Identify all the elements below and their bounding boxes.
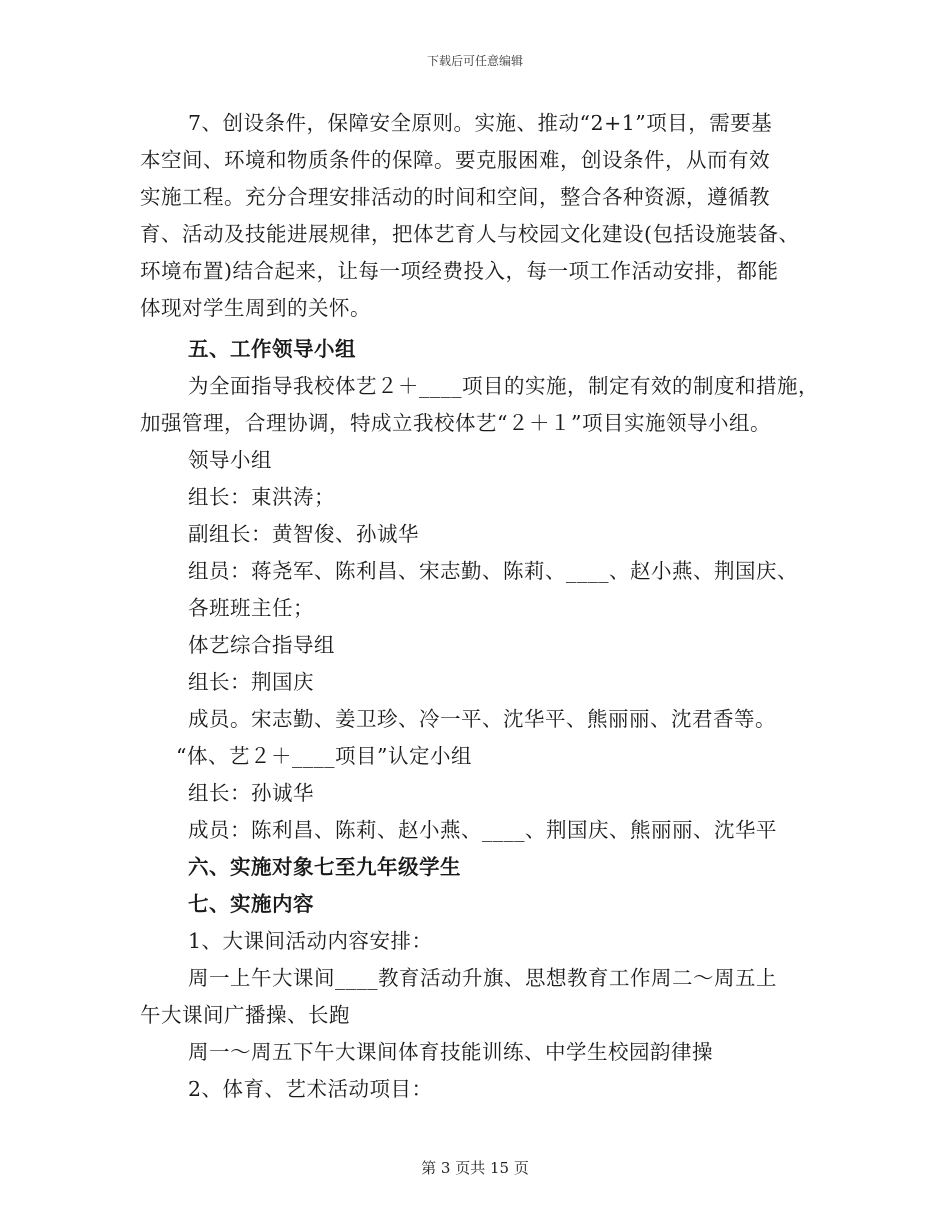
content-item-2: 2、体育、艺术活动项目： — [188, 1077, 433, 1101]
paragraph-line: 本空间、环境和物质条件的保障。要克服困难，创设条件，从而有效 — [140, 148, 770, 172]
guidance-leader: 组长：荆国庆 — [188, 670, 314, 694]
certification-leader: 组长：孙诚华 — [188, 781, 314, 805]
paragraph-line: 周一～周五下午大课间体育技能训练、中学生校园韵律操 — [188, 1040, 713, 1064]
paragraph-line: 育、活动及技能进展规律，把体艺育人与校园文化建设(包括设施装备、 — [140, 222, 800, 246]
certification-members: 成员：陈利昌、陈莉、赵小燕、____、荆国庆、熊丽丽、沈华平 — [188, 818, 777, 842]
page-header-note: 下载后可任意编辑 — [426, 54, 523, 68]
section-heading-5: 五、工作领导小组 — [188, 337, 356, 361]
leadership-members: 组员：蒋尧军、陈利昌、宋志勤、陈莉、____、赵小燕、荆国庆、 — [188, 559, 798, 583]
paragraph-line: 为全面指导我校体艺２＋____项目的实施，制定有效的制度和措施， — [188, 374, 819, 398]
paragraph-line: 午大课间广播操、长跑 — [140, 1003, 350, 1027]
page-number: 第 3 页共 15 页 — [421, 1159, 529, 1177]
section-heading-7: 七、实施内容 — [188, 892, 314, 916]
group-title-leadership: 领导小组 — [188, 448, 272, 472]
paragraph-line: 加强管理，合理协调，特成立我校体艺“２＋１”项目实施领导小组。 — [140, 411, 771, 435]
paragraph-line: 周一上午大课间____教育活动升旗、思想教育工作周二～周五上 — [188, 966, 777, 990]
leadership-leader: 组长：東洪涛； — [188, 485, 335, 509]
section-heading-6: 六、实施对象七至九年级学生 — [188, 855, 461, 879]
group-title-guidance: 体艺综合指导组 — [188, 633, 335, 657]
leadership-vice-leaders: 副组长：黄智俊、孙诚华 — [188, 522, 419, 546]
content-item-1: 1、大课间活动内容安排： — [188, 929, 433, 953]
paragraph-line: 体现对学生周到的关怀。 — [140, 296, 371, 320]
leadership-members-cont: 各班班主任； — [188, 596, 314, 620]
paragraph-line: 实施工程。充分合理安排活动的时间和空间，整合各种资源，遵循教 — [140, 185, 770, 209]
paragraph-line: 环境布置)结合起来，让每一项经费投入，每一项工作活动安排，都能 — [140, 259, 779, 283]
group-title-certification: “体、艺２＋____项目”认定小组 — [176, 744, 472, 768]
paragraph-line: 7、创设条件，保障安全原则。实施、推动“2+1”项目，需要基 — [188, 111, 773, 135]
guidance-members: 成员。宋志勤、姜卫珍、冷一平、沈华平、熊丽丽、沈君香等。 — [188, 707, 776, 731]
